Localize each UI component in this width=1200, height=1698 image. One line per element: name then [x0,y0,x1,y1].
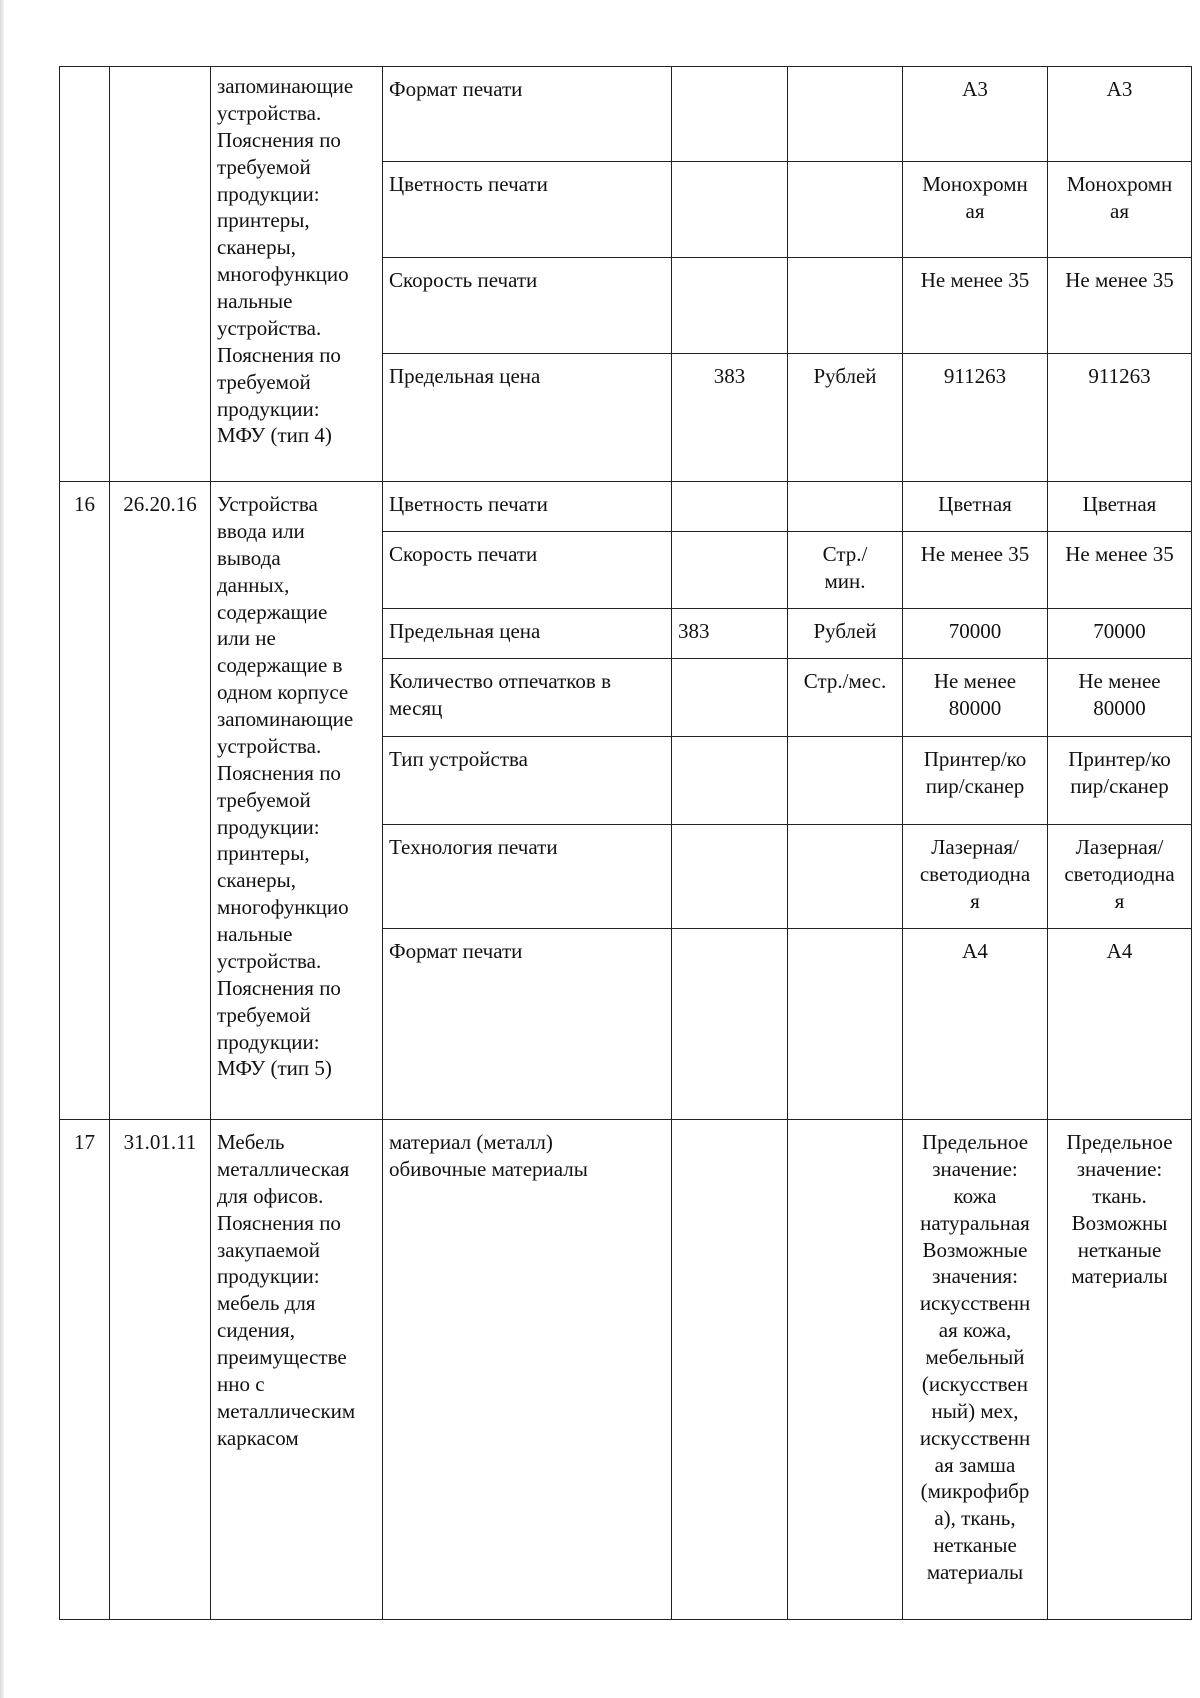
value-cell: Цветная [1048,482,1192,532]
value-cell: Монохромн ая [1048,162,1192,258]
unit-name: Рублей [788,609,903,659]
value-cell: Лазерная/ светодиодна я [903,825,1048,929]
value-cell: Лазерная/ светодиодна я [1048,825,1192,929]
value-cell: 70000 [903,609,1048,659]
unit-name [788,825,903,929]
value-cell: Не менее 80000 [1048,659,1192,737]
value-cell: А4 [903,929,1048,1120]
okei-code [672,532,788,609]
requirements-table [59,66,1192,1620]
characteristic-name: Цветность печати [383,162,672,258]
value-cell: Предельное значение: кожа натуральная Возможные значения: искусственн ая кожа, мебельный (искусствен ный) мех, искусственн ая замша (микрофибр а), ткань, нетканые материалы [903,1120,1048,1620]
unit-name [788,929,903,1120]
characteristic-name: Цветность печати [383,482,672,532]
okei-code [672,737,788,825]
row-number-cell: 16 [60,482,110,1120]
characteristic-name: Тип устройства [383,737,672,825]
value-cell: Цветная [903,482,1048,532]
unit-name [788,737,903,825]
unit-name [788,1120,903,1620]
okei-code [672,659,788,737]
value-cell: Принтер/ко пир/сканер [903,737,1048,825]
product-description-cell: Устройства ввода или вывода данных, содержащие или не содержащие в одном корпусе запоминающие устройства. Пояснения по требуемой продукции: принтеры, сканеры, многофункцио нальные устройства. Пояснения по требуемой продукции: МФУ (тип 5) [211,482,383,1120]
characteristic-name: Количество отпечатков в месяц [383,659,672,737]
value-cell: 911263 [1048,354,1192,482]
unit-name: Стр./ мин. [788,532,903,609]
value-cell: Монохромн ая [903,162,1048,258]
okpd-code-cell: 26.20.16 [110,482,211,1120]
unit-name [788,258,903,354]
unit-name: Рублей [788,354,903,482]
characteristic-name: материал (металл) обивочные материалы [383,1120,672,1620]
okei-code [672,825,788,929]
value-cell: А3 [1048,67,1192,162]
okei-code [672,482,788,532]
value-cell: А4 [1048,929,1192,1120]
value-cell: Не менее 35 [903,258,1048,354]
characteristic-name: Предельная цена [383,354,672,482]
okpd-code-cell [110,67,211,482]
row-number-cell [60,67,110,482]
okei-code [672,258,788,354]
okei-code: 383 [672,354,788,482]
unit-name: Стр./мес. [788,659,903,737]
value-cell: Не менее 35 [903,532,1048,609]
characteristic-name: Скорость печати [383,532,672,609]
okei-code [672,162,788,258]
product-description-cell: запоминающие устройства. Пояснения по требуемой продукции: принтеры, сканеры, многофункцио нальные устройства. Пояснения по требуемой продукции: МФУ (тип 4) [211,67,383,482]
unit-name [788,482,903,532]
value-cell: Не менее 80000 [903,659,1048,737]
value-cell: Принтер/ко пир/сканер [1048,737,1192,825]
value-cell: А3 [903,67,1048,162]
characteristic-name: Скорость печати [383,258,672,354]
okei-code [672,1120,788,1620]
okei-code: 383 [672,609,788,659]
characteristic-name: Предельная цена [383,609,672,659]
table-row [60,67,1192,162]
value-cell: Предельное значение: ткань. Возможны нетканые материалы [1048,1120,1192,1620]
row-number-cell: 17 [60,1120,110,1620]
unit-name [788,162,903,258]
okei-code [672,929,788,1120]
value-cell: 70000 [1048,609,1192,659]
table-row [60,1120,1192,1620]
value-cell: 911263 [903,354,1048,482]
okpd-code-cell: 31.01.11 [110,1120,211,1620]
scan-edge [0,0,4,1698]
value-cell: Не менее 35 [1048,532,1192,609]
characteristic-name: Формат печати [383,929,672,1120]
unit-name [788,67,903,162]
value-cell: Не менее 35 [1048,258,1192,354]
characteristic-name: Технология печати [383,825,672,929]
table-row [60,482,1192,532]
okei-code [672,67,788,162]
characteristic-name: Формат печати [383,67,672,162]
product-description-cell: Мебель металлическая для офисов. Пояснения по закупаемой продукции: мебель для сидения, преимуществе нно с металлическим каркасом [211,1120,383,1620]
